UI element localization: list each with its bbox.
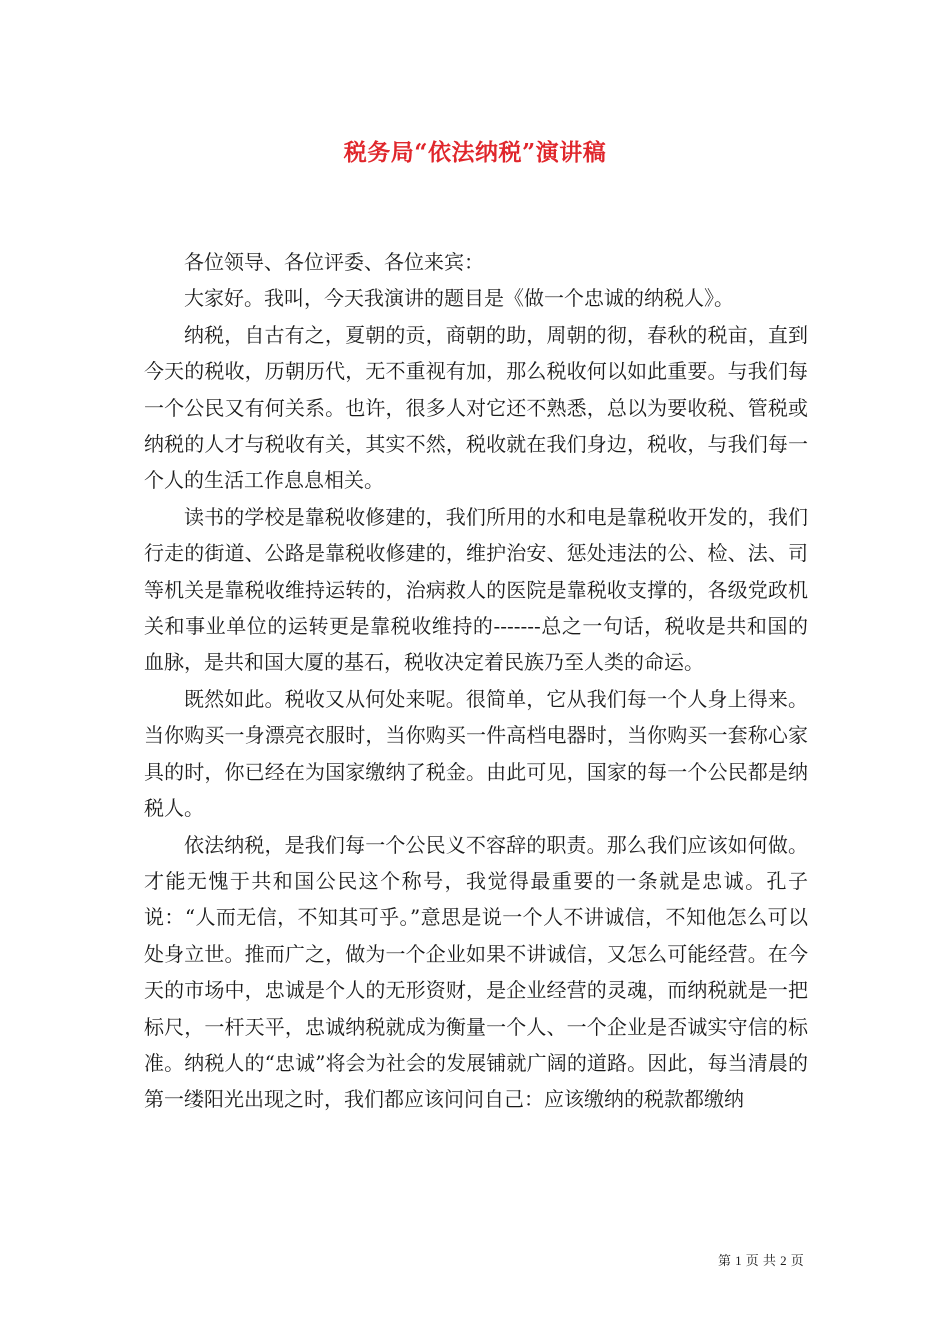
page-number-footer (718, 1250, 804, 1269)
footer-suffix: 页 (790, 1254, 804, 1269)
footer-current-page: 1 (735, 1253, 742, 1268)
paragraph-greeting: 大家好。我叫，今天我演讲的题目是《做一个忠诚的纳税人》。 (184, 286, 734, 311)
document-title: 税务局“依法纳税”演讲稿 (343, 139, 607, 166)
footer-prefix: 第 (718, 1254, 732, 1269)
footer-total-pages: 2 (780, 1253, 787, 1268)
document-body (144, 244, 808, 1118)
paragraph-salutation: 各位领导、各位评委、各位来宾： (184, 250, 484, 274)
paragraph-honest-tax: 依法纳税，是我们每一个公民义不容辞的职责。那么我们应该如何做。才能无愧于共和国公民这个称号，我觉得最重要的一条就是忠诚。孔子说：“人而无信，不知其可乎。”意思是说一个人不讲诚信，不知他怎么可以处身立世。推而广之，做为一个企业如果不讲诚信，又怎么可能经营。在今天的市场中，忠诚是个人的无形资财，是企业经营的灵魂，而纳税就是一把标尺，一杆天平，忠诚纳税就成为衡量一个人、一个企业是否诚实守信的标准。纳税人的“忠诚”将会为社会的发展铺就广阔的道路。因此，每当清晨的第一缕阳光出现之时，我们都应该问问自己：应该缴纳的税款都缴纳 (144, 832, 808, 1112)
footer-middle: 页 共 (745, 1254, 776, 1269)
paragraph-tax-uses: 读书的学校是靠税收修建的，我们所用的水和电是靠税收开发的，我们行走的街道、公路是靠税收修建的，维护治安、惩处违法的公、检、法、司等机关是靠税收维持运转的，治病救人的医院是靠税收支撑的，各级党政机关和事业单位的运转更是靠税收维持的-------总之一句话，税收是共和国的血脉，是共和国大厦的基石，税收决定着民族乃至人类的命运。 (144, 504, 808, 675)
paragraph-tax-source: 既然如此。税收又从何处来呢。很简单，它从我们每一个人身上得来。当你购买一身漂亮衣服时，当你购买一件高档电器时，当你购买一套称心家具的时，你已经在为国家缴纳了税金。由此可见，国家的每一个公民都是纳税人。 (144, 686, 808, 821)
paragraph-tax-history: 纳税，自古有之，夏朝的贡，商朝的助，周朝的彻，春秋的税亩，直到今天的税收，历朝历代，无不重视有加，那么税收何以如此重要。与我们每一个公民又有何关系。也许，很多人对它还不熟悉，总以为要收税、管税或纳税的人才与税收有关，其实不然，税收就在我们身边，税收，与我们每一个人的生活工作息息相关。 (144, 322, 808, 493)
